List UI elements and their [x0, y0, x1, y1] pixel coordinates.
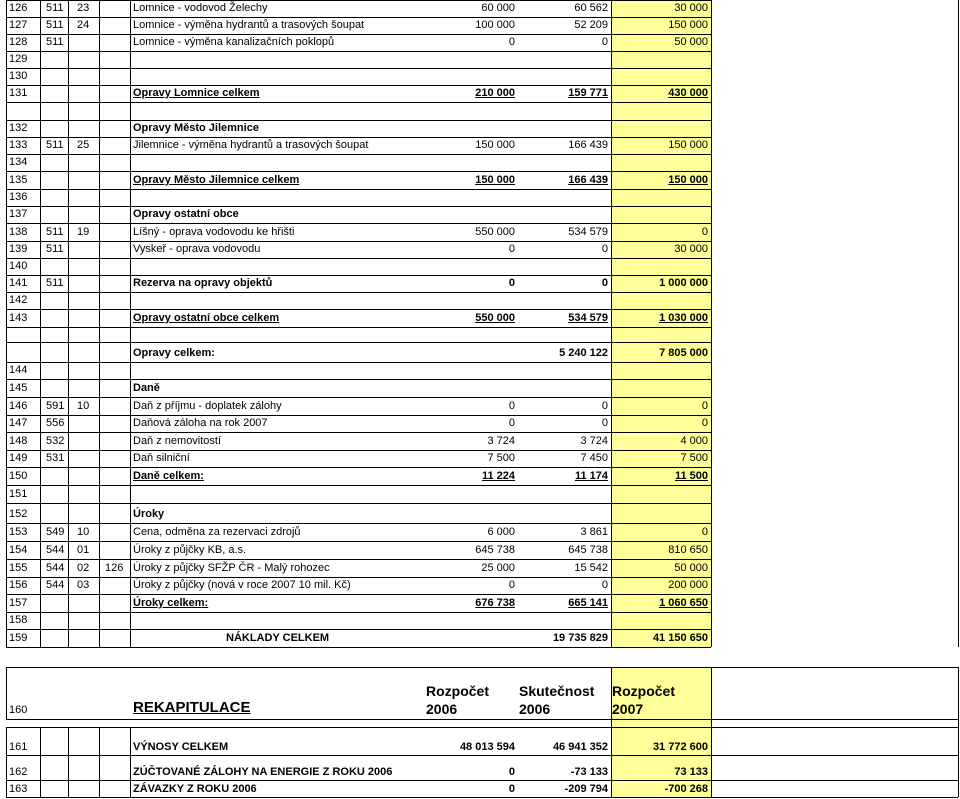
actual-2006: 0	[601, 36, 608, 48]
row-number: 132	[9, 122, 28, 134]
account-code: 532	[46, 435, 65, 447]
row-description: Opravy ostatní obce	[133, 208, 239, 220]
row-number: 149	[9, 452, 28, 464]
recap-column-heading: Skutečnost	[519, 683, 595, 699]
account-code: 511	[46, 139, 64, 151]
row-description: Úroky celkem:	[133, 597, 209, 609]
grid-line-h	[6, 667, 958, 668]
row-number: 138	[9, 226, 28, 238]
budget-2007: 0	[701, 526, 708, 538]
budget-2006: 0	[508, 417, 515, 429]
grid-line-h	[6, 541, 711, 542]
row-description: Rezerva na opravy objektů	[133, 277, 273, 289]
budget-2006: 60 000	[481, 2, 515, 14]
row-description: Opravy Město Jilemnice	[133, 122, 259, 134]
grid-line-v	[6, 727, 7, 797]
budget-2006: 0	[508, 243, 515, 255]
budget-2006: 6 000	[487, 526, 515, 538]
grid-line-h	[6, 719, 958, 720]
row-number: 139	[9, 243, 28, 255]
grid-line-v	[958, 667, 959, 797]
recap-title: REKAPITULACE	[133, 699, 251, 716]
budget-2006: 0	[508, 783, 515, 795]
recap-description: ZÁVAZKY Z ROKU 2006	[133, 783, 257, 795]
actual-2006: -73 133	[570, 766, 608, 778]
account-code: 591	[46, 400, 65, 412]
recap-description: VÝNOSY CELKEM	[133, 741, 229, 753]
row-description: Cena, odměna za rezervaci zdrojů	[133, 526, 301, 538]
account-code: 511	[46, 226, 64, 238]
grid-line-h	[6, 51, 711, 52]
budget-2007: 0	[701, 226, 708, 238]
budget-2007: 150 000	[668, 139, 708, 151]
actual-2006: 41 150 650	[652, 632, 708, 644]
row-number: 163	[9, 783, 28, 795]
row-number: 150	[9, 470, 28, 482]
row-description: Lomnice - výměna hydrantů a trasových šoupat	[133, 19, 365, 31]
row-number: 127	[9, 19, 28, 31]
row-number: 156	[9, 579, 28, 591]
row-number: 153	[9, 526, 28, 538]
row-number: 160	[9, 704, 28, 716]
actual-2006: 166 439	[568, 139, 608, 151]
actual-2006: 7 450	[580, 452, 608, 464]
actual-2006: 159 771	[568, 87, 608, 99]
row-number: 155	[9, 562, 28, 574]
row-number: 128	[9, 36, 28, 48]
budget-2007: 200 000	[668, 579, 708, 591]
row-number: 162	[9, 766, 28, 778]
grid-line-h	[6, 523, 711, 524]
row-number: 137	[9, 208, 28, 220]
row-description: Lomnice - vodovod Želechy	[133, 2, 268, 14]
account-code: 511	[46, 277, 64, 289]
actual-2006: 52 209	[574, 19, 608, 31]
grid-line-h	[6, 258, 711, 259]
grid-line-v	[130, 0, 131, 647]
item-code: 10	[77, 526, 90, 538]
row-description: Opravy Lomnice celkem	[133, 87, 260, 99]
row-description: Opravy Město Jilemnice celkem	[133, 174, 300, 186]
grid-line-h	[6, 755, 958, 756]
budget-2007: 11 500	[674, 470, 708, 482]
grid-line-h	[6, 629, 711, 630]
grid-line-v	[40, 727, 41, 797]
budget-2006: 645 738	[475, 544, 515, 556]
grid-line-v	[130, 727, 131, 797]
budget-2007: -700 268	[664, 783, 708, 795]
budget-2007: 50 000	[674, 562, 708, 574]
grid-line-v	[99, 727, 100, 797]
item-code: 23	[77, 2, 90, 14]
row-description: Úroky z půjčky (nová v roce 2007 10 mil. Kč)	[133, 579, 351, 591]
grid-line-h	[6, 85, 711, 86]
item-code: 02	[77, 562, 90, 574]
row-number: 134	[9, 156, 28, 168]
actual-2006: 3 724	[580, 435, 608, 447]
budget-2006: 100 000	[475, 19, 515, 31]
actual-2006: 60 562	[574, 2, 608, 14]
row-number: 136	[9, 191, 28, 203]
row-number: 140	[9, 260, 28, 272]
actual-2006: 0	[601, 277, 608, 289]
row-description: Lomnice - výměna kanalizačních poklopů	[133, 36, 335, 48]
grid-line-v	[99, 0, 100, 647]
account-code: 531	[46, 452, 65, 464]
grid-line-h	[6, 34, 711, 35]
row-description: NÁKLADY CELKEM	[226, 632, 330, 644]
account-code: 511	[46, 19, 64, 31]
actual-2006: 534 579	[568, 226, 608, 238]
row-number: 148	[9, 435, 28, 447]
grid-line-h	[6, 0, 711, 1]
item-code: 03	[77, 579, 90, 591]
grid-line-h	[6, 432, 711, 433]
account-code: 544	[46, 562, 65, 574]
actual-2006: 5 240 122	[559, 347, 608, 359]
row-description: Opravy celkem:	[133, 347, 215, 359]
row-number: 135	[9, 174, 28, 186]
grid-line-h	[6, 102, 711, 103]
budget-2006: 550 000	[475, 226, 515, 238]
budget-2006: 550 000	[475, 312, 515, 324]
item-code: 10	[77, 400, 90, 412]
actual-2006: 0	[601, 417, 608, 429]
grid-line-h	[6, 577, 711, 578]
budget-2007: 150 000	[668, 174, 708, 186]
budget-2007: 4 000	[680, 435, 708, 447]
recap-column-heading: Rozpočet	[612, 683, 675, 699]
budget-2006: 0	[508, 277, 515, 289]
grid-line-v	[68, 0, 69, 647]
recap-description: ZÚČTOVANÉ ZÁLOHY NA ENERGIE Z ROKU 2006	[133, 766, 393, 778]
grid-line-h	[6, 206, 711, 207]
actual-2006: 46 941 352	[552, 741, 608, 753]
budget-2007: 1 060 650	[659, 597, 708, 609]
account-code: 544	[46, 579, 65, 591]
grid-line-h	[6, 120, 711, 121]
grid-line-h	[6, 309, 711, 310]
grid-line-h	[6, 612, 711, 613]
actual-2006: 0	[601, 579, 608, 591]
actual-2006: 645 738	[568, 544, 608, 556]
row-number: 130	[9, 70, 28, 82]
sub-code: 126	[105, 562, 124, 574]
budget-2006: 676 738	[475, 597, 515, 609]
budget-2007: 430 000	[668, 87, 708, 99]
row-number: 161	[9, 741, 28, 753]
row-number: 129	[9, 53, 28, 65]
grid-line-h	[6, 594, 711, 595]
row-description: Daňová záloha na rok 2007	[133, 417, 268, 429]
grid-line-v	[611, 667, 612, 797]
row-number: 157	[9, 597, 28, 609]
grid-line-h	[6, 415, 711, 416]
budget-2007: 810 650	[668, 544, 708, 556]
budget-2007: 150 000	[668, 19, 708, 31]
row-description: Úroky z půjčky KB, a.s.	[133, 544, 247, 556]
budget-2007: 0	[701, 400, 708, 412]
grid-line-h	[6, 241, 711, 242]
row-description: Jilemnice - výměna hydrantů a trasových šoupat	[133, 139, 369, 151]
budget-2006: 0	[508, 400, 515, 412]
row-number: 143	[9, 312, 28, 324]
row-number: 152	[9, 508, 28, 520]
budget-2007: 0	[701, 417, 708, 429]
grid-line-h	[6, 379, 711, 380]
grid-line-h	[6, 327, 711, 328]
grid-line-v	[611, 0, 612, 647]
actual-2006: 3 861	[580, 526, 608, 538]
grid-line-h	[6, 223, 711, 224]
account-code: 511	[46, 36, 64, 48]
budget-2006: 7 500	[487, 452, 515, 464]
grid-line-v	[68, 727, 69, 797]
row-number: 146	[9, 400, 28, 412]
grid-line-h	[6, 797, 958, 798]
row-description: Úroky	[133, 508, 165, 520]
actual-2006: 534 579	[568, 312, 608, 324]
grid-line-h	[6, 397, 711, 398]
row-description: Daně	[133, 382, 160, 394]
account-code: 556	[46, 417, 65, 429]
row-number: 141	[9, 277, 28, 289]
row-number: 145	[9, 382, 28, 394]
grid-line-v	[6, 0, 7, 647]
account-code: 549	[46, 526, 65, 538]
actual-2006: 0	[601, 400, 608, 412]
actual-2006: -209 794	[564, 783, 608, 795]
grid-line-v	[711, 0, 712, 647]
actual-2006: 11 174	[574, 470, 608, 482]
grid-line-h	[6, 485, 711, 486]
grid-line-h	[6, 137, 711, 138]
budget-2007: 7 500	[680, 452, 708, 464]
grid-line-h	[6, 727, 958, 728]
budget-2006: 150 000	[475, 139, 515, 151]
row-number: 144	[9, 364, 28, 376]
grid-line-v	[6, 667, 7, 719]
budget-2006: 150 000	[475, 174, 515, 186]
row-description: Vyskeř - oprava vodovodu	[133, 243, 261, 255]
grid-line-h	[6, 68, 711, 69]
grid-line-h	[6, 275, 711, 276]
row-description: Opravy ostatní obce celkem	[133, 312, 280, 324]
budget-2006: 0	[508, 36, 515, 48]
row-number: 133	[9, 139, 28, 151]
row-description: Daň z nemovitostí	[133, 435, 222, 447]
grid-line-h	[6, 780, 958, 781]
actual-2006: 665 141	[568, 597, 608, 609]
row-number: 131	[9, 87, 28, 99]
grid-line-h	[6, 17, 711, 18]
budget-2007: 73 133	[674, 766, 708, 778]
budget-2006: 25 000	[481, 562, 515, 574]
account-code: 511	[46, 2, 64, 14]
row-description: Daň z příjmu - doplatek zálohy	[133, 400, 282, 412]
item-code: 01	[77, 544, 90, 556]
item-code: 25	[77, 139, 90, 151]
actual-2006: 15 542	[574, 562, 608, 574]
actual-2006: 0	[601, 243, 608, 255]
row-number: 159	[9, 632, 28, 644]
budget-2007: 50 000	[674, 36, 708, 48]
budget-2007: 1 030 000	[659, 312, 708, 324]
recap-column-year: 2006	[426, 701, 458, 717]
grid-line-v	[711, 667, 712, 797]
budget-2006: 0	[508, 579, 515, 591]
row-number: 154	[9, 544, 28, 556]
grid-line-v	[958, 0, 959, 647]
actual-2006: 166 439	[568, 174, 608, 186]
row-number: 151	[9, 488, 28, 500]
row-description: Daně celkem:	[133, 470, 204, 482]
budget-2006: 210 000	[475, 87, 515, 99]
budget-2007: 30 000	[674, 2, 708, 14]
budget-2007: 30 000	[674, 243, 708, 255]
budget-2006: 11 224	[481, 470, 515, 482]
budget-2007: 31 772 600	[652, 741, 708, 753]
grid-line-h	[6, 362, 711, 363]
recap-column-year: 2007	[612, 701, 644, 717]
grid-line-h	[6, 292, 711, 293]
grid-line-h	[6, 647, 711, 648]
row-number: 158	[9, 614, 28, 626]
budget-2006: 48 013 594	[459, 741, 515, 753]
item-code: 24	[77, 19, 90, 31]
grid-line-h	[6, 503, 711, 504]
grid-line-h	[6, 559, 711, 560]
budget-2006: 19 735 829	[552, 632, 608, 644]
grid-line-h	[6, 467, 711, 468]
row-description: Líšný - oprava vodovodu ke hřišti	[133, 226, 295, 238]
budget-2006: 3 724	[487, 435, 515, 447]
grid-line-v	[40, 0, 41, 647]
grid-line-h	[6, 154, 711, 155]
recap-column-heading: Rozpočet	[426, 683, 489, 699]
item-code: 19	[77, 226, 90, 238]
row-description: Úroky z půjčky SFŽP ČR - Malý rohozec	[133, 562, 330, 574]
budget-2007: 7 805 000	[659, 347, 708, 359]
grid-line-h	[6, 450, 711, 451]
account-code: 511	[46, 243, 64, 255]
account-code: 544	[46, 544, 65, 556]
row-number: 147	[9, 417, 28, 429]
budget-2006: 0	[508, 766, 515, 778]
row-number: 142	[9, 294, 28, 306]
grid-line-h	[6, 189, 711, 190]
row-number: 126	[9, 2, 28, 14]
budget-2007: 1 000 000	[659, 277, 708, 289]
grid-line-h	[6, 171, 711, 172]
grid-line-h	[6, 342, 711, 343]
recap-column-year: 2006	[519, 701, 551, 717]
row-description: Daň silniční	[133, 452, 190, 464]
